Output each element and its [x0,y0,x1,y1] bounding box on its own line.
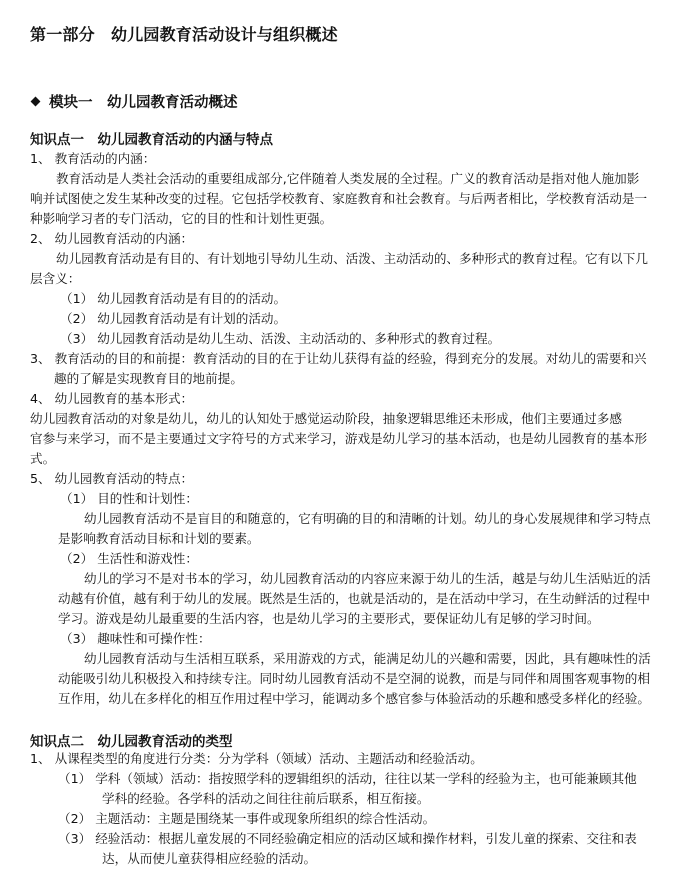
kp1-line: 趣的了解是实现教育目的地前提。 [54,371,243,386]
kp1-line: （1） 幼儿园教育活动是有目的的活动。 [60,291,287,306]
kp2-line: 1、 从课程类型的角度进行分类：分为学科（领域）活动、主题活动和经验活动。 [30,751,483,766]
knowledge-point-1-heading: 知识点一 幼儿园教育活动的内涵与特点 [30,132,273,148]
kp1-line: 幼儿园教育活动与生活相互联系，采用游戏的方式，能满足幼儿的兴趣和需要，因此，具有趣味性的活 [84,651,651,666]
kp1-line: 幼儿园教育活动的对象是幼儿，幼儿的认知处于感觉运动阶段，抽象逻辑思维还未形成，他们主要通过多感 [30,411,622,426]
kp1-line: （3） 趣味性和可操作性： [60,631,211,646]
kp1-line: 幼儿园教育活动不是盲目的和随意的，它有明确的目的和清晰的计划。幼儿的身心发展规律和学习特点 [84,511,651,526]
module-heading-text: 模块一 幼儿园教育活动概述 [49,95,238,111]
kp1-line: （2） 生活性和游戏性： [60,551,198,566]
knowledge-point-2-heading: 知识点二 幼儿园教育活动的类型 [30,734,233,750]
kp1-line: 官参与来学习，而不是主要通过文字符号的方式来学习，游戏是幼儿学习的基本活动，也是幼儿园教育的基本形 [30,431,648,446]
kp1-line: 式。 [30,451,56,466]
kp1-line: 幼儿园教育活动是有目的、有计划地引导幼儿生动、活泼、主动活动的、多种形式的教育过程。它有以下几 [56,251,648,266]
kp1-line: 动越有价值，越有利于幼儿的发展。既然是生活的，也就是活动的，是在活动中学习，在生动鲜活的过程中 [58,591,650,606]
kp1-line: 幼儿的学习不是对书本的学习，幼儿园教育活动的内容应来源于幼儿的生活，越是与幼儿生活贴近的活 [84,571,651,586]
module-heading [32,91,238,112]
kp2-line: 达，从而使儿童获得相应经验的活动。 [102,851,317,866]
kp2-line: （1） 学科（领域）活动：指按照学科的逻辑组织的活动，往往以某一学科的经验为主，也可能兼顾其他 [58,771,637,786]
kp1-line: 是影响教育活动目标和计划的要素。 [58,531,260,546]
kp1-line: 3、 教育活动的目的和前提：教育活动的目的在于让幼儿获得有益的经验，得到充分的发展。对幼儿的需要和兴 [30,351,647,366]
kp2-line: 学科的经验。各学科的活动之间往往前后联系，相互衔接。 [102,791,430,806]
kp2-line: （2） 主题活动：主题是围绕某一事件或现象所组织的综合性活动。 [58,811,436,826]
kp1-line: 4、 幼儿园教育的基本形式： [30,391,194,406]
kp1-line: 5、 幼儿园教育活动的特点： [30,471,194,486]
kp1-line: 层含义： [30,271,81,286]
kp1-line: （3） 幼儿园教育活动是幼儿生动、活泼、主动活动的、多种形式的教育过程。 [60,331,501,346]
kp1-line: （1） 目的性和计划性： [60,491,198,506]
kp1-line: 学习。游戏是幼儿最重要的生活内容，也是幼儿学习的主要形式，要保证幼儿有足够的学习时间。 [58,611,600,626]
kp1-line: 动能吸引幼儿积极投入和持续专注。同时幼儿园教育活动不是空洞的说教，而是与同伴和周围客观事物的相 [58,671,650,686]
diamond-bullet-icon [31,97,41,107]
kp1-line: 互作用，幼儿在多样化的相互作用过程中学习，能调动多个感官参与体验活动的乐趣和感受多样化的经验。 [58,691,650,706]
kp1-line: 教育活动是人类社会活动的重要组成部分,它伴随着人类发展的全过程。广义的教育活动是指对他人施加影 [56,171,640,186]
kp1-line: 1、 教育活动的内涵： [30,151,156,166]
kp2-line: （3） 经验活动：根据儿童发展的不同经验确定相应的活动区域和操作材料，引发儿童的探索、交往和表 [58,831,637,846]
kp1-line: 种影响学习者的专门活动，它的目的性和计划性更强。 [30,211,333,226]
kp1-line: 响并试图使之发生某种改变的过程。它包括学校教育、家庭教育和社会教育。与后两者相比，学校教育活动是一 [30,191,648,206]
kp1-line: （2） 幼儿园教育活动是有计划的活动。 [60,311,287,326]
page-title: 第一部分 幼儿园教育活动设计与组织概述 [30,25,338,44]
kp1-line: 2、 幼儿园教育活动的内涵： [30,231,194,246]
